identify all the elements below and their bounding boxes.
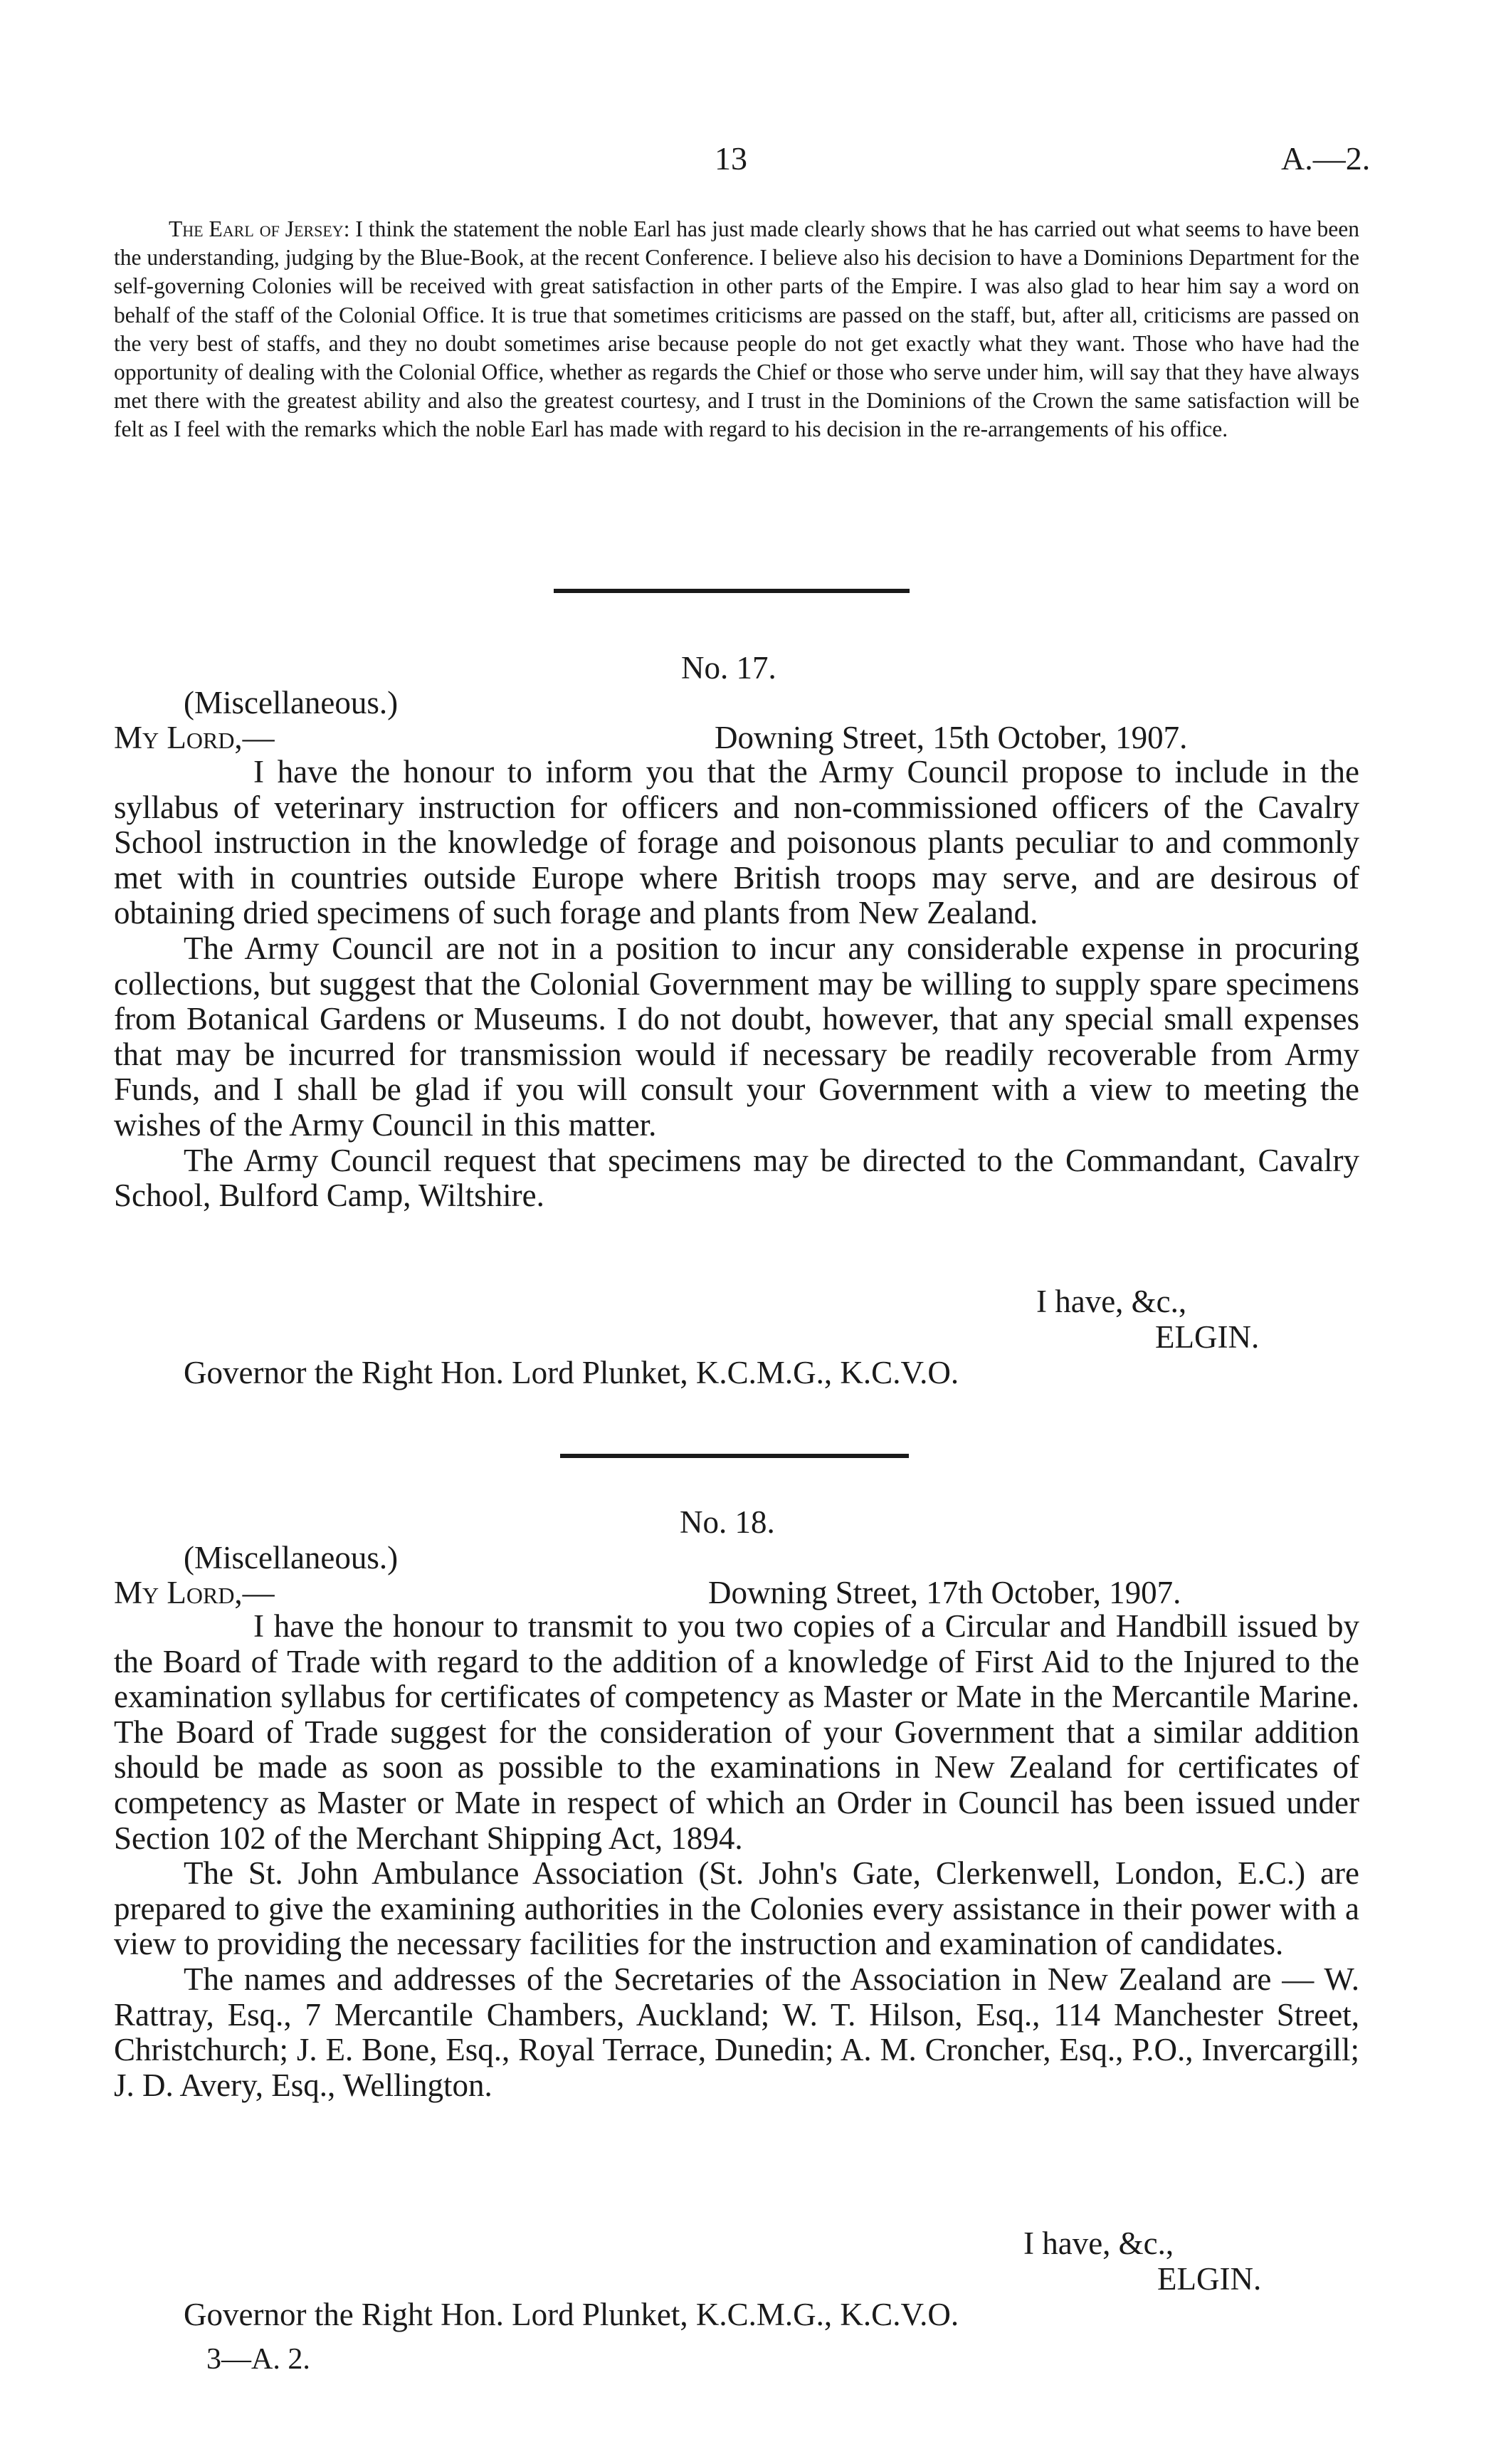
letter-addressee: Governor the Right Hon. Lord Plunket, K.C.M.G., K.C.V.O. [184,2297,959,2332]
letter-paragraph: The Army Council are not in a position to incur any considerable expense in procuring collections, but suggest that the Colonial Government may be willing to supply spare specimens from Botanical Gardens or Museums. I do not doubt, however, that any special small expenses that may be incurred for transmission would if necessary be readily recoverable from Army Funds, and I shall be glad if you will consult your Government with a view to meeting the wishes of the Army Council in this matter. [114,930,1359,1143]
letter-salutation: My Lord,— [114,720,275,755]
signature-mark: 3—A. 2. [206,2343,310,2376]
letter-category: (Miscellaneous.) [184,685,399,720]
statement-text: : I think the statement the noble Earl has just made clearly shows that he has carried out what seems to have been the understanding, judging by the Blue-Book, at the recent Conference. I believe also his decision to have a Dominions Department for the self-governing Colonies will be received with great satisfaction in other parts of the Empire. I was also glad to hear him say a word on behalf of the staff of the Colonial Office. It is true that sometimes criticisms are passed on the staff, but, after all, criticisms are passed on the very best of staffs, and they no doubt sometimes arise because people do not get exactly what they want. Those who have had the opportunity of dealing with the Colonial Office, whether as regards the Chief or those who serve under him, will say that they have always met there with the greatest ability and also the greatest courtesy, and I trust in the Dominions of the Crown the same satisfaction will be felt as I feel with the remarks which the noble Earl has made with regard to his decision in the re-arrangements of his office. [114,216,1359,442]
statement-speaker: The Earl of Jersey [169,216,344,241]
letter-salutation: My Lord,— [114,1575,275,1610]
letter-category: (Miscellaneous.) [184,1540,399,1576]
letter-paragraph: The St. John Ambulance Association (St. John's Gate, Clerkenwell, London, E.C.) are prepared to give the examining authorities in the Colonies every assistance in their power with a view to providing the necessary facilities for the instruction and examination of candidates. [114,1855,1359,1962]
letter-address-date: Downing Street, 17th October, 1907. [708,1575,1181,1610]
document-reference: A.—2. [1281,140,1371,177]
letter-body [114,1609,1359,2103]
letter-paragraph: I have the honour to inform you that the Army Council propose to include in the syllabus of veterinary instruction for officers and non-commissioned officers of the Cavalry School instruction in the knowledge of forage and poisonous plants peculiar to and commonly met with in countries outside Europe where British troops may serve, and are desirous of obtaining dried specimens of such forage and plants from New Zealand. [114,754,1359,931]
letter-signature: ELGIN. [1157,2261,1262,2297]
page-number: 13 [715,140,747,177]
letter-paragraph: The names and addresses of the Secretaries of the Association in New Zealand are — W. Rattray, Esq., 7 Mercantile Chambers, Auckland; W. T. Hilson, Esq., 114 Manchester Street, Christchurch; J. E. Bone, Esq., Royal Terrace, Dunedin; A. M. Croncher, Esq., P.O., Invercargill; J. D. Avery, Esq., Wellington. [114,1961,1359,2103]
letter-number: No. 18. [680,1504,775,1540]
letter-body [114,755,1359,1214]
letter-address-date: Downing Street, 15th October, 1907. [715,720,1188,755]
letter-closing: I have, &c., [1023,2226,1174,2261]
letter-paragraph: The Army Council request that specimens may be directed to the Commandant, Cavalry School, Bulford Camp, Wiltshire. [114,1142,1359,1214]
section-divider [554,589,910,593]
section-divider [560,1454,909,1458]
letter-addressee: Governor the Right Hon. Lord Plunket, K.C.M.G., K.C.V.O. [184,1355,959,1390]
letter-closing: I have, &c., [1036,1284,1187,1319]
jersey-statement [114,215,1359,444]
letter-signature: ELGIN. [1155,1319,1260,1355]
letter-number: No. 17. [681,650,776,686]
letter-paragraph: I have the honour to transmit to you two copies of a Circular and Handbill issued by the Board of Trade with regard to the addition of a knowledge of First Aid to the Injured to the examination syllabus for certificates of competency as Master or Mate in the Mercantile Marine. The Board of Trade suggest for the consideration of your Government that a similar addition should be made as soon as possible to the examinations in New Zealand for certificates of competency as Master or Mate in respect of which an Order in Council has been issued under Section 102 of the Merchant Shipping Act, 1894. [114,1608,1359,1856]
